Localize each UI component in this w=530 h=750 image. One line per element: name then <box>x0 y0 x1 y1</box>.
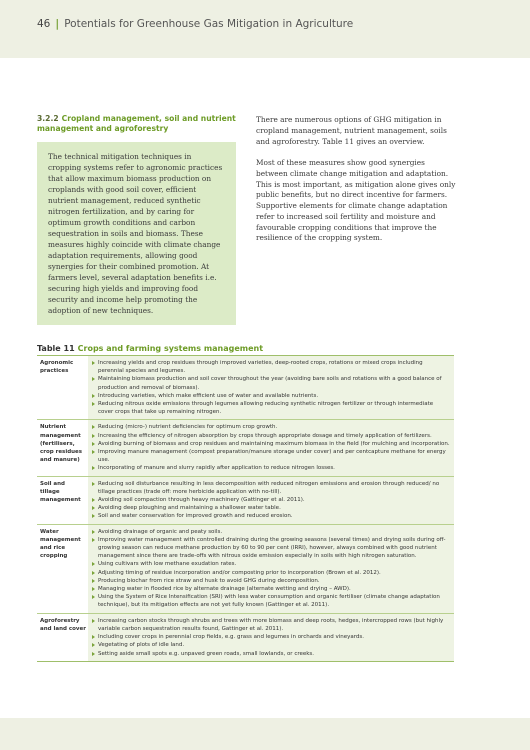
measure-item: Reducing (micro-) nutrient deficiencies for optimum crop growth. <box>92 423 450 431</box>
table-row <box>37 525 454 614</box>
table-title: Crops and farming systems management <box>77 344 264 353</box>
section-heading <box>37 114 237 134</box>
measure-item: Vegetating of plots of idle land. <box>92 641 450 649</box>
table-row <box>37 420 454 476</box>
summary-box <box>37 142 236 325</box>
measure-item: Including cover crops in perennial crop fields, e.g. grass and legumes in orchards and vineyards. <box>92 633 450 641</box>
section-number: 3.2.2 <box>37 114 59 123</box>
body-paragraph: There are numerous options of GHG mitigation in cropland management, nutrient management, soils and agroforestry. Table 11 gives an overview. <box>256 115 447 146</box>
running-title: Potentials for Greenhouse Gas Mitigation in Agriculture <box>64 18 354 30</box>
footer-band <box>0 718 530 750</box>
table-label: Table 11 <box>37 344 75 353</box>
table-row <box>37 356 454 420</box>
table-caption <box>37 344 263 353</box>
measure-item: Avoiding drainage of organic and peaty soils. <box>92 528 450 536</box>
row-category: Soil and tillage management <box>37 477 88 524</box>
measures-table <box>37 356 454 662</box>
running-header <box>37 18 353 30</box>
measure-item: Increasing yields and crop residues through improved varieties, deep-rooted crops, rotations or mixed crops including perennial species and legumes. <box>92 359 450 375</box>
row-category: Water management and rice cropping <box>37 525 88 613</box>
measure-item: Avoiding deep ploughing and maintaining a shallower water table. <box>92 504 450 512</box>
row-measures <box>88 356 454 419</box>
measure-item: Introducing varieties, which make efficient use of water and available nutrients. <box>92 392 450 400</box>
table-row <box>37 477 454 525</box>
row-category: Agroforestry and land cover <box>37 614 88 661</box>
row-measures <box>88 477 454 524</box>
measure-item: Producing biochar from rice straw and husk to avoid GHG during decomposition. <box>92 577 450 585</box>
row-measures <box>88 420 454 475</box>
page-number: 46 <box>37 18 51 30</box>
measure-item: Improving water management with controlled draining during the growing seasons (several times) and drying soils during off-growing season can reduce methane production by 60 to 90 per cent (IRRI), however, always combined with good nutrient management since there are trade-offs with nitrous oxide emission especially in soils with high nitrogen saturation. <box>92 536 450 561</box>
measure-item: Adjusting timing of residue incorporation and/or composting prior to incorporation (Brown et al. 2012). <box>92 569 450 577</box>
summary-text: The technical mitigation techniques in cropping systems refer to agronomic practices that allow maximum biomass production on croplands with good soil cover, efficient nutrient management, reduced synthetic nitrogen fertilization, and by caring for optimum growth conditions and carbon sequestration in soils and biomass. These measures highly coincide with climate change adaptation requirements, allowing good synergies for their combined promotion. At farmers level, several adaptation benefits i.e. securing high yields and improving food security and income help promoting the adoption of new techniques. <box>48 152 223 315</box>
measure-item: Avoiding soil compaction through heavy machinery (Gattinger et al. 2011). <box>92 496 450 504</box>
measure-item: Managing water in flooded rice by alternate drainage (alternate wetting and drying – AWD). <box>92 585 450 593</box>
measure-item: Using the System of Rice Intensification (SRI) with less water consumption and organic fertiliser (climate change adaptation technique), but its mitigation effects are not yet fully known (Gattinger et al. 2011). <box>92 593 450 609</box>
row-category: Nutrient management (fertilisers, crop residues and manure) <box>37 420 88 475</box>
measure-item: Increasing carbon stocks through shrubs and trees with more biomass and deep roots, hedges, intercropped rows (but highly variable carbon sequestration results found, Gattinger et al. 2011). <box>92 617 450 633</box>
measure-item: Maintaining biomass production and soil cover throughout the year (avoiding bare soils and rotations with a good balance of production and removal of biomass). <box>92 375 450 391</box>
measure-item: Incorporating of manure and slurry rapidly after application to reduce nitrogen losses. <box>92 464 450 472</box>
table-row <box>37 614 454 662</box>
measure-item: Avoiding burning of biomass and crop residues and maintaining maximum biomass in the field (for mulching and incorporation. <box>92 440 450 448</box>
measure-item: Setting aside small spots e.g. unpaved green roads, small lowlands, or creeks. <box>92 650 450 658</box>
row-category: Agronomic practices <box>37 356 88 419</box>
measure-item: Reducing nitrous oxide emissions through legumes allowing reducing synthetic nitrogen fertilizer or through intermediate cover crops that take up remaining nitrogen. <box>92 400 450 416</box>
measure-item: Increasing the efficiency of nitrogen absorption by crops through appropriate dosage and timely application of fertilizers. <box>92 432 450 440</box>
measure-item: Using cultivars with low methane exudation rates. <box>92 560 450 568</box>
header-separator: | <box>55 18 60 30</box>
section-title: Cropland management, soil and nutrient management and agroforestry <box>37 114 236 133</box>
body-paragraph: Most of these measures show good synergies between climate change mitigation and adaptation. This is most important, as mitigation alone gives only public benefits, but no direct incentive for farmers. Supportive elements for climate change adaptation refer to increased soil fertility and moisture and favourable cropping conditions that improve the resilience of the cropping system. <box>256 158 456 243</box>
row-measures <box>88 614 454 661</box>
measure-item: Soil and water conservation for improved growth and reduced erosion. <box>92 512 450 520</box>
row-measures <box>88 525 454 613</box>
measure-item: Improving manure management (compost preparation/manure storage under cover) and per centcapture methane for energy use. <box>92 448 450 464</box>
body-column <box>256 115 456 255</box>
measure-item: Reducing soil disturbance resulting in less decomposition with reduced nitrogen emissions and erosion through reduced/ no tillage practices (trade off: more herbicide application with no-till). <box>92 480 450 496</box>
